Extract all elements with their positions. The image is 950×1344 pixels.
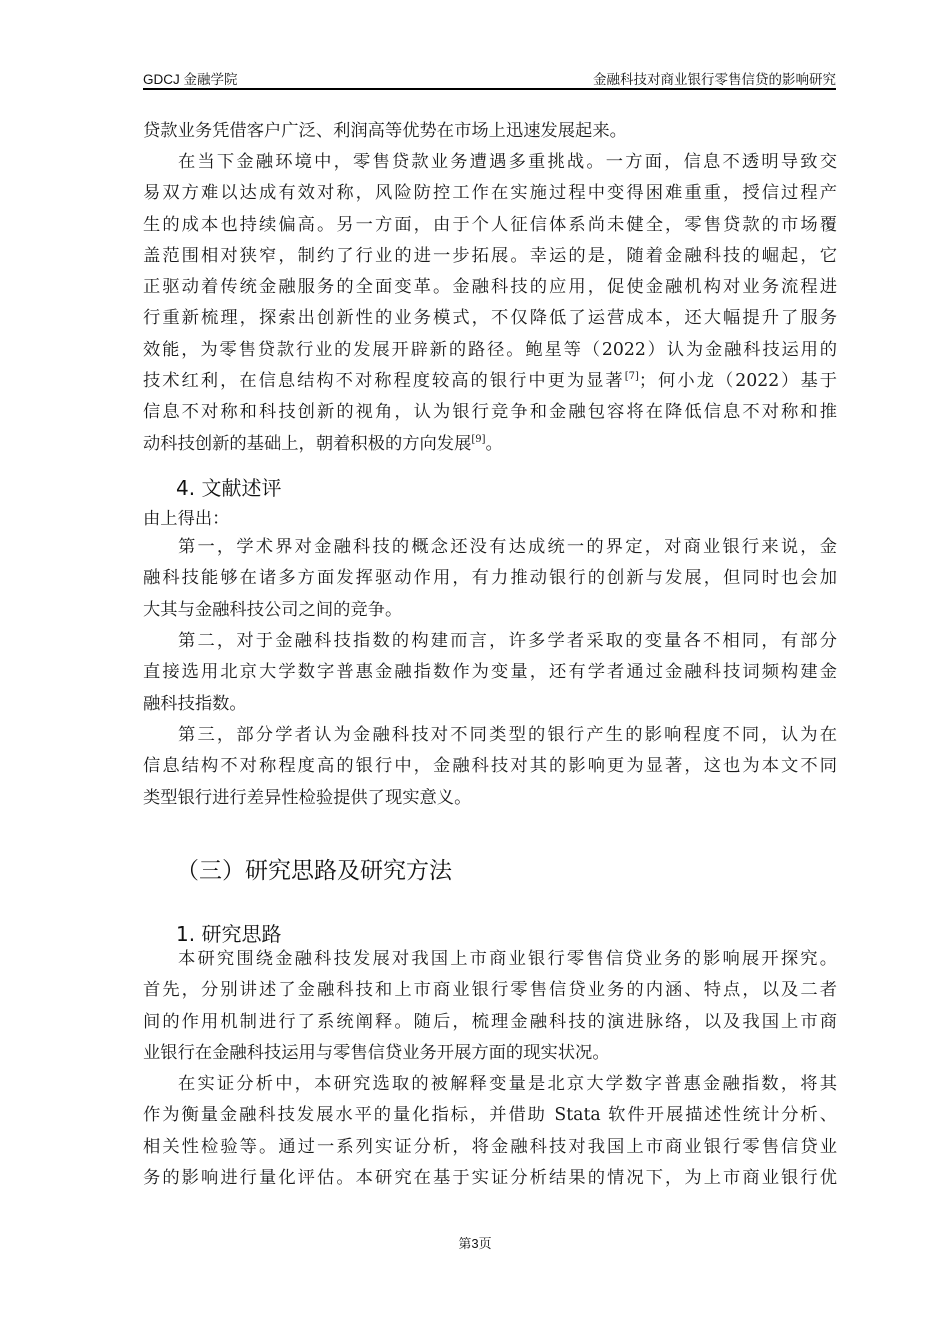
text-line: 贷款业务凭借客户广泛、利润高等优势在市场上迅速发展起来。 <box>143 121 627 141</box>
citation-ref-9[interactable]: [9] <box>471 433 486 445</box>
page-number: 第3页 <box>458 1236 492 1251</box>
text-line: 生的成本也持续偏高。另一方面，由于个人征信体系尚未健全，零售贷款的市场覆 <box>143 214 837 235</box>
text-line: 作为衡量金融科技发展水平的量化指标，并借助 Stata 软件开展描述性统计分析、 <box>143 1105 837 1126</box>
text-line: 直接选用北京大学数字普惠金融指数作为变量，还有学者通过金融科技词频构建金 <box>143 662 837 683</box>
text-line: 第三，部分学者认为金融科技对不同类型的银行产生的影响程度不同，认为在 <box>178 725 837 745</box>
text-line: 盖范围相对狭窄，制约了行业的进一步拓展。幸运的是，随着金融科技的崛起，它 <box>143 245 837 266</box>
text-line: 间的作用机制进行了系统阐释。随后，梳理金融科技的演进脉络，以及我国上市商 <box>143 1011 837 1032</box>
text-line: 信息不对称和科技创新的视角，认为银行竞争和金融包容将在降低信息不对称和推 <box>143 402 837 423</box>
text-line: 信息结构不对称程度高的银行中，金融科技对其的影响更为显著，这也为本文不同 <box>143 756 837 777</box>
text-line: 本研究围绕金融科技发展对我国上市商业银行零售信贷业务的影响展开探究。 <box>178 949 837 969</box>
text-line: 在当下金融环境中，零售贷款业务遭遇多重挑战。一方面，信息不透明导致交 <box>178 152 837 172</box>
text-line: 第二，对于金融科技指数的构建而言，许多学者采取的变量各不相同，有部分 <box>178 631 837 651</box>
text-line <box>143 429 837 460</box>
paragraph-point-3 <box>143 720 837 814</box>
text-segment: 动科技创新的基础上，朝着积极的方向发展 <box>143 433 472 454</box>
text-line: 融科技指数。 <box>143 693 247 714</box>
section-heading-literature-review: 4. 文献述评 <box>176 476 282 500</box>
literature-review-intro: 由上得出： <box>143 509 230 529</box>
citation-ref-7[interactable]: [7] <box>624 371 639 383</box>
paragraph-empirical-analysis <box>143 1069 837 1194</box>
text-line: 业银行在金融科技运用与零售信贷业务开展方面的现实状况。 <box>143 1042 610 1063</box>
subsection-heading-research-ideas: 1. 研究思路 <box>176 922 282 946</box>
text-line: 融科技能够在诸多方面发挥驱动作用，有力推动银行的创新与发展，但同时也会加 <box>143 568 837 589</box>
text-segment: ；何小龙（2022）基于 <box>638 371 837 392</box>
page-header <box>143 66 836 90</box>
text-line: 大其与金融科技公司之间的竞争。 <box>143 599 403 620</box>
paragraph-continuation <box>143 116 837 147</box>
text-line: 第一，学术界对金融科技的概念还没有达成统一的界定，对商业银行来说，金 <box>178 537 837 557</box>
paragraph-research-ideas <box>143 944 837 1069</box>
text-line: 效能，为零售贷款行业的发展开辟新的路径。鲍星等（2022）认为金融科技运用的 <box>143 339 837 360</box>
text-line: 相关性检验等。通过一系列实证分析，将金融科技对我国上市商业银行零售信贷业 <box>143 1136 837 1157</box>
text-segment: 技术红利，在信息结构不对称程度较高的银行中更为显著 <box>143 371 625 392</box>
paragraph-retail-loan-challenges <box>143 147 837 460</box>
header-title: 金融科技对商业银行零售信贷的影响研究 <box>593 72 836 87</box>
text-line: 行重新梳理，探索出创新性的业务模式，不仅降低了运营成本，还大幅提升了服务 <box>143 308 837 329</box>
text-line <box>143 366 837 397</box>
paragraph-point-1 <box>143 532 837 626</box>
text-line: 易双方难以达成有效对称，风险防控工作在实施过程中变得困难重重，授信过程产 <box>143 183 837 204</box>
text-line: 正驱动着传统金融服务的全面变革。金融科技的应用，促使金融机构对业务流程进 <box>143 277 837 298</box>
header-institution: GDCJ 金融学院 <box>143 72 238 87</box>
text-line: 务的影响进行量化评估。本研究在基于实证分析结果的情况下，为上市商业银行优 <box>143 1167 837 1188</box>
text-line: 类型银行进行差异性检验提供了现实意义。 <box>143 787 472 808</box>
paragraph-point-2 <box>143 626 837 720</box>
text-segment: 。 <box>485 433 503 454</box>
section-heading-research-approach: （三）研究思路及研究方法 <box>176 858 452 884</box>
text-line: 首先，分别讲述了金融科技和上市商业银行零售信贷业务的内涵、特点，以及二者 <box>143 980 837 1001</box>
text-line: 在实证分析中，本研究选取的被解释变量是北京大学数字普惠金融指数，将其 <box>178 1074 837 1094</box>
